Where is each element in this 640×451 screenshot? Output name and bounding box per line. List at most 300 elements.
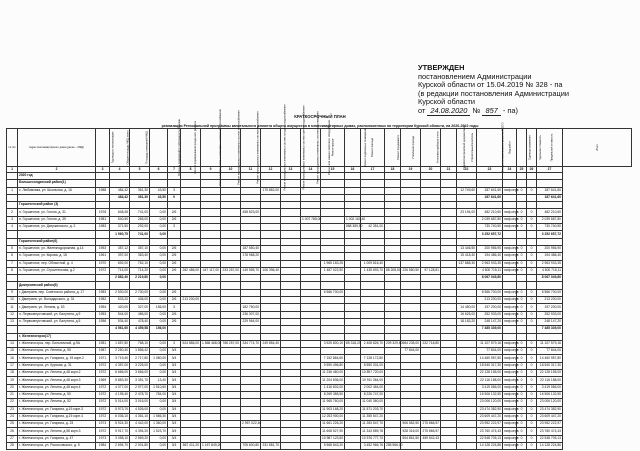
table-cell (201, 253, 221, 260)
table-cell: 20 (7, 384, 18, 391)
table-cell (261, 275, 281, 282)
table-cell (281, 442, 301, 449)
table-cell: 3/4 (168, 355, 181, 362)
table-cell: 22 (7, 399, 18, 406)
table-cell (345, 428, 361, 435)
table-cell: 11 040 360,00 (361, 399, 385, 406)
table-cell: 2 408 826,70 (361, 340, 385, 347)
table-cell (168, 180, 181, 187)
table-cell (361, 318, 385, 325)
table-cell: 28 (7, 442, 18, 449)
column-header-label: Стоимость капитального ремонта ВСЕГО (501, 122, 505, 173)
table-cell (201, 173, 221, 180)
table-cell: 7 485 339,00 (537, 326, 563, 333)
table-cell (401, 442, 421, 449)
table-cell (385, 209, 401, 216)
table-cell: 0 (527, 428, 537, 435)
table-cell: 5 883,30 (110, 377, 130, 384)
table-cell: 436,00 (130, 297, 150, 304)
table-cell (441, 333, 457, 340)
table-cell: 0,00 (150, 362, 168, 369)
table-cell: 0 (527, 348, 537, 355)
table-cell (110, 238, 130, 245)
table-cell: 22 548 705,13 (477, 435, 503, 442)
table-cell (345, 326, 361, 333)
table-cell (261, 435, 281, 442)
table-cell: г. Железногорск, ул. Ленина, д.48 корп.3 (18, 377, 96, 384)
table-cell: Дмитриевский район(5) (18, 282, 96, 289)
table-cell: 11 107 579,16 (477, 340, 503, 347)
table-cell: 1 360,00 (150, 421, 168, 428)
table-cell: 371,50 (110, 224, 130, 231)
table-row (7, 348, 632, 355)
column-header-label: Способ формирования фонда кап. ремонта (193, 121, 197, 174)
table-cell: 77 844,00 (401, 348, 421, 355)
table-cell (477, 173, 503, 180)
table-cell: 77 844,00 (537, 348, 563, 355)
table-cell: 331 581,70 (261, 442, 281, 449)
table-cell (401, 304, 421, 311)
table-cell (345, 391, 361, 398)
table-cell: п. Горшечное, ул. Кирова, д. 18 (18, 253, 96, 260)
table-cell: 187 550,40 (241, 245, 261, 252)
table-cell: 2 (7, 209, 18, 216)
table-cell: 156,00 (150, 304, 168, 311)
table-cell (385, 245, 401, 252)
table-cell (301, 253, 321, 260)
table-cell (261, 399, 281, 406)
table-cell (385, 428, 401, 435)
table-row (7, 435, 632, 442)
table-cell: 5 924,30 (110, 421, 130, 428)
table-cell (345, 238, 361, 245)
table-cell: 0 (517, 399, 527, 406)
table-cell: 18 (7, 370, 18, 377)
table-cell (261, 421, 281, 428)
table-cell (281, 231, 301, 238)
table-cell: 11 236 460,00 (321, 370, 345, 377)
table-cell (301, 275, 321, 282)
table-cell: 1956 (96, 318, 110, 325)
table-cell (517, 231, 527, 238)
table-cell (421, 260, 441, 267)
table-cell: 197 200,00 (537, 304, 563, 311)
table-cell: 1953 (96, 311, 110, 318)
table-cell: 1 657,80 (110, 340, 130, 347)
table-cell: 3/4 (168, 442, 181, 449)
table-cell: п. Горшечное, ул. Дзержинского, д. 2 (18, 224, 96, 231)
column-number: 19 (401, 167, 421, 173)
table-cell: 10 (7, 297, 18, 304)
table-cell (441, 413, 457, 420)
table-cell: 248 147,20 (477, 318, 503, 325)
table-cell: 1972 (96, 406, 110, 413)
table-cell: 334 774,70 (241, 340, 261, 347)
table-cell: 0 (517, 224, 527, 231)
table-cell (241, 399, 261, 406)
table-cell (301, 370, 321, 377)
table-cell: 1972 (96, 428, 110, 435)
table-cell (361, 202, 385, 209)
table-cell (201, 384, 221, 391)
table-cell: 18 540 317,30 (537, 362, 563, 369)
table-cell (221, 421, 241, 428)
table-cell: 2 957 022,40 (241, 421, 261, 428)
table-cell (385, 231, 401, 238)
table-cell (401, 245, 421, 252)
table-cell: 0,00 (150, 267, 168, 274)
column-header-label: Ремонт фасада (371, 138, 374, 157)
table-cell: 0,00 (150, 442, 168, 449)
table-cell: 11 343 589,78 (361, 428, 385, 435)
table-cell (457, 399, 477, 406)
table-cell (457, 333, 477, 340)
table-cell: 8 067 049,80 (477, 275, 503, 282)
table-cell (281, 362, 301, 369)
table-cell (221, 311, 241, 318)
table-cell (517, 238, 527, 245)
table-cell (361, 289, 385, 296)
table-cell (517, 326, 527, 333)
table-cell (96, 238, 110, 245)
table-cell (96, 326, 110, 333)
table-cell (241, 326, 261, 333)
table-cell (201, 362, 221, 369)
table-cell: 1970 (96, 260, 110, 267)
table-cell (457, 238, 477, 245)
table-cell: 255 966,00 (385, 442, 401, 449)
table-cell: 1 167 849,20 (201, 442, 221, 449)
column-number: 10 (221, 167, 241, 173)
table-cell (345, 173, 361, 180)
table-row (7, 355, 632, 362)
table-cell (261, 260, 281, 267)
table-cell (457, 194, 477, 201)
table-cell: Большесолдатский район(1) (18, 180, 96, 187)
table-cell (441, 238, 457, 245)
table-cell (441, 202, 457, 209)
section-row (7, 238, 632, 245)
table-cell (441, 187, 457, 194)
table-cell: 248 147,20 (537, 318, 563, 325)
table-cell: 648,45 (110, 209, 130, 216)
table-cell: лиф.серв (503, 377, 517, 384)
table-cell (221, 348, 241, 355)
table-cell: 18 540 317,30 (477, 362, 503, 369)
table-cell (517, 194, 527, 201)
table-cell (441, 216, 457, 223)
table-cell (537, 202, 563, 209)
column-header-label: Ремонт или замена лифтового оборудования (327, 120, 331, 175)
table-cell (241, 289, 261, 296)
table-cell: 23 006 120,00 (477, 399, 503, 406)
table-cell: 12 (7, 311, 18, 318)
column-header (441, 125, 466, 170)
table-cell (201, 421, 221, 428)
table-cell: 534,40 (110, 318, 130, 325)
table-cell: 11 661 226,20 (321, 421, 345, 428)
table-cell: 2/6 (168, 216, 181, 223)
table-cell (527, 180, 537, 187)
table-cell: 23 760 474,43 (537, 428, 563, 435)
table-cell (345, 245, 361, 252)
table-cell (401, 202, 421, 209)
table-cell: 5 568 843,20 (321, 442, 345, 449)
table-cell: 0 (517, 318, 527, 325)
table-cell: 12 749,60 (457, 187, 477, 194)
column-header-label: Площадь помещений в собственности граждан (178, 118, 182, 177)
table-cell (361, 253, 385, 260)
table-row (7, 187, 632, 194)
table-cell: 0 (517, 289, 527, 296)
column-header-label: Ремонт внутридомовых инженерных систем холодного водоснабжения (283, 104, 287, 191)
table-cell (96, 202, 110, 209)
table-cell (181, 406, 201, 413)
table-cell (221, 260, 241, 267)
table-cell: 22 128 155,00 (537, 370, 563, 377)
table-cell (477, 333, 503, 340)
table-cell (281, 260, 301, 267)
table-cell: лиф.серв (503, 340, 517, 347)
table-cell: 4 077,00 (110, 384, 130, 391)
table-cell (221, 224, 241, 231)
table-cell (457, 391, 477, 398)
table-cell: 0 (527, 370, 537, 377)
table-cell: 7 152 864,60 (321, 355, 345, 362)
table-cell (201, 370, 221, 377)
table-cell: 0 (517, 297, 527, 304)
table-cell: 23 474 382,90 (477, 406, 503, 413)
table-cell: 0 (527, 267, 537, 274)
table-cell (537, 180, 563, 187)
table-cell (261, 391, 281, 398)
table-cell: 23 952 222,97 (477, 421, 503, 428)
column-number: 3 (96, 167, 110, 173)
table-cell (477, 202, 503, 209)
table-cell (241, 297, 261, 304)
table-cell (401, 231, 421, 238)
table-cell: 0 (517, 348, 527, 355)
table-cell: 730 740,50 (537, 224, 563, 231)
table-cell: 19 (7, 377, 18, 384)
section-row (7, 202, 632, 209)
table-cell: 14 128 224,86 (477, 442, 503, 449)
table-cell: лиф.серв (503, 260, 517, 267)
table-cell: 23 609 447,20 (477, 413, 503, 420)
table-cell (181, 377, 201, 384)
table-cell: 275 866,57 (421, 421, 441, 428)
approval-heading: УТВЕРЖДЕН (418, 63, 465, 72)
table-cell (201, 391, 221, 398)
table-cell: 357,10 (130, 245, 150, 252)
table-cell (321, 187, 345, 194)
table-cell: 282 486,00 (181, 267, 201, 274)
table-cell (261, 428, 281, 435)
table-cell: 544,00 (110, 311, 130, 318)
table-cell: лиф.серв (503, 391, 517, 398)
table-cell: лиф.серв (503, 348, 517, 355)
table-cell (301, 238, 321, 245)
approval-number-sign: № (472, 105, 481, 115)
table-cell (401, 180, 421, 187)
table-cell (441, 326, 457, 333)
table-cell (301, 428, 321, 435)
table-cell: 3 (7, 216, 18, 223)
table-cell (361, 326, 385, 333)
table-cell (130, 282, 150, 289)
table-row (7, 209, 632, 216)
column-number: 26 (527, 167, 537, 173)
table-cell: 1 416 602,00 (321, 384, 345, 391)
table-cell: 0 (527, 297, 537, 304)
table-cell (301, 362, 321, 369)
column-number: 15 (321, 167, 345, 173)
table-cell: 23 194,00 (457, 209, 477, 216)
table-cell (301, 209, 321, 216)
table-cell (537, 282, 563, 289)
table-cell (517, 180, 527, 187)
table-cell (241, 391, 261, 398)
table-cell (281, 421, 301, 428)
table-cell (503, 282, 517, 289)
table-cell (345, 260, 361, 267)
table-cell: 229 964,00 (241, 318, 261, 325)
table-cell: 233 257,00 (221, 267, 241, 274)
table-cell (130, 202, 150, 209)
table-cell: 18 183,20 (457, 318, 477, 325)
table-cell: 1 868 468,00 (201, 340, 221, 347)
column-header-label: Ремонт внутридомовых инженерных систем горячего водоснабжения (302, 105, 306, 190)
table-cell (401, 370, 421, 377)
table-cell: 0,00 (150, 224, 168, 231)
table-cell (441, 311, 457, 318)
table-cell (345, 311, 361, 318)
column-number: 9 (201, 167, 221, 173)
table-cell (517, 173, 527, 180)
table-cell: 2/6 (168, 245, 181, 252)
column-number: 25 (517, 167, 527, 173)
table-cell (241, 435, 261, 442)
table-cell: 2 219,80 (130, 275, 150, 282)
table-cell (345, 355, 361, 362)
column-number: 13 (281, 167, 301, 173)
table-cell (96, 333, 110, 340)
table-row (7, 245, 632, 252)
table-cell: 22 548 705,13 (537, 435, 563, 442)
table-cell: 888 389,50 (345, 224, 361, 231)
table-cell (168, 202, 181, 209)
table-cell (181, 173, 201, 180)
table-cell (457, 362, 477, 369)
table-cell: 200 956,90 (477, 245, 503, 252)
table-cell (361, 187, 385, 194)
table-cell (401, 399, 421, 406)
table-cell: 9 590 496,80 (321, 362, 345, 369)
table-cell (221, 202, 241, 209)
table-cell (421, 413, 441, 420)
table-cell (221, 355, 241, 362)
table-cell (421, 348, 441, 355)
table-cell: 2 530,00 (110, 289, 130, 296)
table-cell: 0 (517, 267, 527, 274)
table-cell (321, 304, 345, 311)
table-cell (385, 311, 401, 318)
table-cell (385, 384, 401, 391)
table-cell: 3/4 (168, 384, 181, 391)
table-cell (241, 194, 261, 201)
table-cell: 2 730,00 (130, 289, 150, 296)
table-cell: г. Железногорск, ул. Ленина, д.48 корп.2 (18, 370, 96, 377)
table-cell: 2 882,40 (110, 275, 130, 282)
table-cell (441, 253, 457, 260)
table-cell (441, 267, 457, 274)
table-cell (201, 428, 221, 435)
table-cell (441, 355, 457, 362)
table-cell (321, 224, 345, 231)
table-cell: 1973 (96, 421, 110, 428)
table-cell (517, 202, 527, 209)
table-cell: 2 039 687,80 (477, 216, 503, 223)
table-cell: 11 283 547,70 (361, 421, 385, 428)
table-cell: 1 009 816,40 (361, 260, 385, 267)
table-cell (321, 348, 345, 355)
table-cell: 265,00 (130, 216, 150, 223)
table-cell: 0 (527, 421, 537, 428)
table-cell: 43,50 (150, 187, 168, 194)
table-cell: 0 (527, 216, 537, 223)
table-cell (301, 406, 321, 413)
table-cell (241, 377, 261, 384)
table-cell (401, 326, 421, 333)
table-cell (221, 435, 241, 442)
table-cell (457, 348, 477, 355)
table-cell (181, 333, 201, 340)
table-cell (110, 202, 130, 209)
table-cell: 23 474 382,90 (537, 406, 563, 413)
table-cell (281, 406, 301, 413)
table-cell (301, 289, 321, 296)
column-number: 24 (503, 167, 517, 173)
table-cell (221, 238, 241, 245)
table-row (7, 311, 632, 318)
table-cell: 14 (7, 340, 18, 347)
table-cell (421, 326, 441, 333)
column-number: 5 (130, 167, 150, 173)
table-cell (401, 209, 421, 216)
table-cell (441, 370, 457, 377)
table-cell (401, 194, 421, 201)
table-cell (457, 428, 477, 435)
table-cell (221, 253, 241, 260)
table-cell (181, 180, 201, 187)
table-cell (7, 238, 18, 245)
table-cell: 97 128,81 (421, 267, 441, 274)
table-cell (168, 326, 181, 333)
table-cell (181, 413, 201, 420)
table-cell (441, 289, 457, 296)
table-cell: 16 506 132,50 (477, 391, 503, 398)
table-cell (385, 194, 401, 201)
column-number: 16 (345, 167, 361, 173)
table-cell: 0,00 (150, 253, 168, 260)
table-cell (221, 377, 241, 384)
table-cell: 0 (527, 304, 537, 311)
table-cell: 6 036,10 (110, 413, 130, 420)
table-cell (345, 421, 361, 428)
table-cell (361, 245, 385, 252)
section-row (7, 282, 632, 289)
table-cell (441, 435, 457, 442)
